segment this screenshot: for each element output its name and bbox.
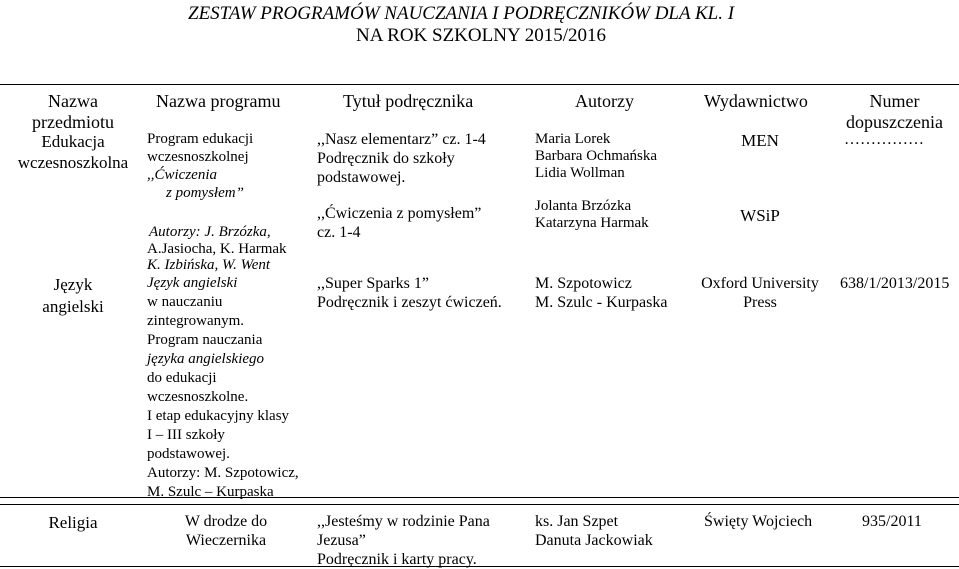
subject-early-line-2: wczesnoszkolna bbox=[17, 153, 129, 172]
publisher-english-line-1: Oxford University bbox=[701, 275, 819, 292]
header-authors: Autorzy bbox=[575, 91, 634, 111]
textbook-religion-line: Podręcznik i karty pracy. bbox=[317, 551, 477, 568]
authors-english-line: M. Szulc - Kurpaska bbox=[535, 294, 668, 311]
textbook-religion-line: Jezusa” bbox=[317, 532, 366, 549]
program-english-line: Autorzy: M. Szpotowicz, bbox=[147, 465, 299, 481]
program-english-line: podstawowej. bbox=[147, 446, 230, 462]
program-english-line: języka angielskiego bbox=[147, 351, 265, 367]
textbook-early-line: Podręcznik do szkoły bbox=[317, 150, 455, 167]
program-english-line: w nauczaniu bbox=[147, 294, 223, 310]
textbook-english-line: ,,Super Sparks 1” bbox=[317, 275, 429, 292]
program-english-line: Program nauczania bbox=[147, 332, 263, 348]
number-english: 638/1/2013/2015 bbox=[840, 275, 950, 292]
program-early-line: K. Izbińska, W. Went bbox=[147, 257, 271, 273]
publisher-early-2: WSiP bbox=[740, 206, 780, 225]
header-number-line-1: Numer bbox=[869, 91, 920, 111]
program-early-line: Autorzy: J. Brzózka, bbox=[149, 224, 271, 240]
program-early-line: wczesnoszkolnej bbox=[147, 149, 249, 165]
textbook-early-line: ,,Ćwiczenia z pomysłem” bbox=[317, 205, 482, 222]
program-religion-line-1: W drodze do bbox=[184, 513, 268, 530]
program-english-line: M. Szulc – Kurpaska bbox=[147, 484, 274, 500]
program-english-line: Język angielski bbox=[147, 275, 238, 291]
table-border-separator bbox=[0, 497, 959, 498]
program-early-line: z pomysłem” bbox=[166, 185, 244, 201]
authors-early-line: Maria Lorek bbox=[535, 131, 611, 147]
textbook-religion-line: ,,Jesteśmy w rodzinie Pana bbox=[317, 513, 490, 530]
authors-english-line: M. Szpotowicz bbox=[535, 275, 632, 292]
textbook-english-line: Podręcznik i zeszyt ćwiczeń. bbox=[317, 294, 502, 311]
header-number-line-2: dopuszczenia bbox=[846, 112, 943, 132]
authors-early-line: Lidia Wollman bbox=[535, 165, 625, 181]
header-subject-line-2: przedmiotu bbox=[32, 112, 114, 132]
header-subject-line-1: Nazwa bbox=[48, 91, 98, 111]
textbook-early-line: podstawowej. bbox=[317, 169, 406, 186]
document-title-line-2: NA ROK SZKOLNY 2015/2016 bbox=[356, 25, 606, 46]
subject-english-line-2: angielski bbox=[42, 297, 104, 316]
publisher-religion: Święty Wojciech bbox=[704, 513, 813, 530]
program-religion-line-2: Wieczernika bbox=[185, 532, 267, 549]
authors-early-line: Jolanta Brzózka bbox=[535, 198, 632, 214]
header-program: Nazwa programu bbox=[156, 91, 281, 111]
header-publisher: Wydawnictwo bbox=[704, 91, 808, 111]
program-early-line: Program edukacji bbox=[147, 131, 254, 147]
table-border-bottom bbox=[0, 566, 959, 567]
publisher-early-1: MEN bbox=[741, 131, 779, 150]
program-early-line: ,,Ćwiczenia bbox=[147, 167, 217, 183]
authors-religion-line: ks. Jan Szpet bbox=[535, 513, 619, 530]
textbook-early-line: cz. 1-4 bbox=[317, 224, 361, 241]
publisher-english-line-2: Press bbox=[743, 294, 777, 311]
table-border-separator bbox=[0, 504, 959, 505]
program-english-line: do edukacji bbox=[147, 370, 217, 386]
subject-english-line-1: Język bbox=[53, 275, 93, 294]
subject-early-line-1: Edukacja bbox=[41, 132, 105, 151]
authors-religion-line: Danuta Jackowiak bbox=[535, 532, 653, 549]
subject-religion: Religia bbox=[48, 513, 98, 532]
textbook-early-line: ,,Nasz elementarz” cz. 1-4 bbox=[317, 131, 486, 148]
program-english-line: wczesnoszkolne. bbox=[147, 389, 249, 405]
document-title-line-1: ZESTAW PROGRAMÓW NAUCZANIA I PODRĘCZNIKÓW DLA KL. I bbox=[188, 3, 735, 24]
program-early-line: A.Jasiocha, K. Harmak bbox=[147, 241, 287, 257]
number-early: …………… bbox=[844, 131, 924, 148]
program-english-line: I etap edukacyjny klasy bbox=[147, 408, 290, 424]
program-english-line: zintegrowanym. bbox=[147, 313, 245, 329]
number-religion: 935/2011 bbox=[862, 513, 922, 530]
program-english-line: I – III szkoły bbox=[147, 427, 225, 443]
authors-early-line: Katarzyna Harmak bbox=[535, 215, 649, 231]
table-border-top bbox=[0, 84, 959, 85]
authors-early-line: Barbara Ochmańska bbox=[535, 148, 658, 164]
header-textbook: Tytuł podręcznika bbox=[343, 91, 474, 111]
